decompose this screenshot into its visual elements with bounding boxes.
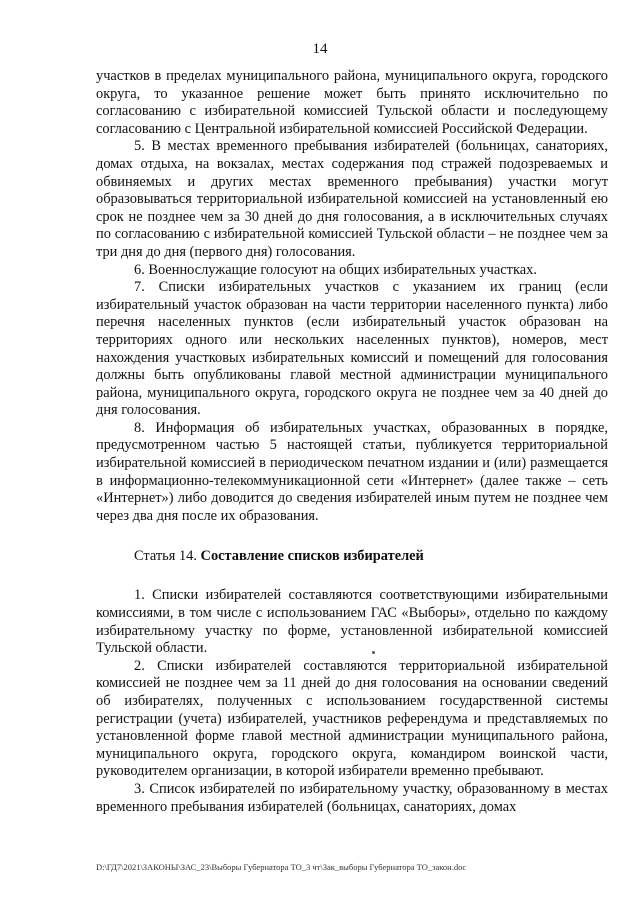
article-paragraph-1: 1. Списки избирателей составляются соответствующими избирательными комиссиями, в том числе с использованием ГАС «Выборы», отдельно по каждому избирательному участку по форме, установленной избирательной комиссией Тульской области. [96, 587, 608, 657]
article-paragraph-3: 3. Список избирателей по избирательному участку, образованному в местах временного пребывания избирателей (больницах, санаториях, домах [96, 780, 608, 815]
article-prefix: Статья 14. [134, 548, 201, 565]
footer-file-path: D:\ГД7\2021\ЗАКОНЫ\ЗАС_23\Выборы Губернатора ТО_3 чт\Зак_выборы Губернатора ТО_закон.doc [96, 862, 467, 872]
scan-speck [372, 651, 375, 654]
paragraph-continuation: участков в пределах муниципального района, муниципального округа, городского округа, то указанное решение может быть принято исключительно по согласованию с избирательной комиссией Тульской области и последующему согласованию с Центральной избирательной комиссией Российской Федерации. [96, 68, 608, 137]
article-heading [96, 547, 608, 565]
paragraph-7: 7. Списки избирательных участков с указанием их границ (если избирательный участок образован на части территории населенного пункта) либо перечня населенных пунктов (если избирательный участок образован на территориях одного или нескольких населенных пунктов), номеров, мест нахождения участковых избирательных комиссий и помещений для голосования должны быть опубликованы главой местной администрации муниципального района, муниципального округа, городского округа не позднее чем за 40 дней до дня голосования. [96, 279, 608, 419]
paragraph-6: 6. Военнослужащие голосуют на общих избирательных участках. [134, 261, 537, 278]
article-title: Составление списков избирателей [200, 548, 424, 565]
paragraph-8: 8. Информация об избирательных участках, образованных в порядке, предусмотренном частью 5 настоящей статьи, публикуется территориальной избирательной комиссией в периодическом печатном издании и (или) размещается в информационно-телекоммуникационной сети «Интернет» (далее также – сеть «Интернет») либо доводится до сведения избирателей иным путем не позднее чем через два дня после их образования. [96, 419, 608, 524]
page-number: 14 [312, 41, 328, 57]
document-body [96, 68, 608, 816]
article-paragraph-2: 2. Списки избирателей составляются территориальной избирательной комиссией не позднее чем за 11 дней до дня голосования на основании сведений об избирателях, полученных с использованием государственной системы регистрации (учета) избирателей, участников референдума и представляемых по установленной форме главой местной администрации муниципального района, муниципального округа, городского округа, командиром воинской части, руководителем организации, в которой избиратели временно пребывают. [96, 657, 608, 780]
paragraph-5: 5. В местах временного пребывания избирателей (больницах, санаториях, домах отдыха, на вокзалах, местах содержания под стражей подозреваемых и обвиняемых и других местах временного пребывания) участки могут образовываться территориальной избирательной комиссией на установленный ею срок не позднее чем за 30 дней до дня голосования, а в исключительных случаях по согласованию с избирательной комиссией Тульской области – не позднее чем за три дня до дня (первого дня) голосования. [96, 138, 608, 260]
